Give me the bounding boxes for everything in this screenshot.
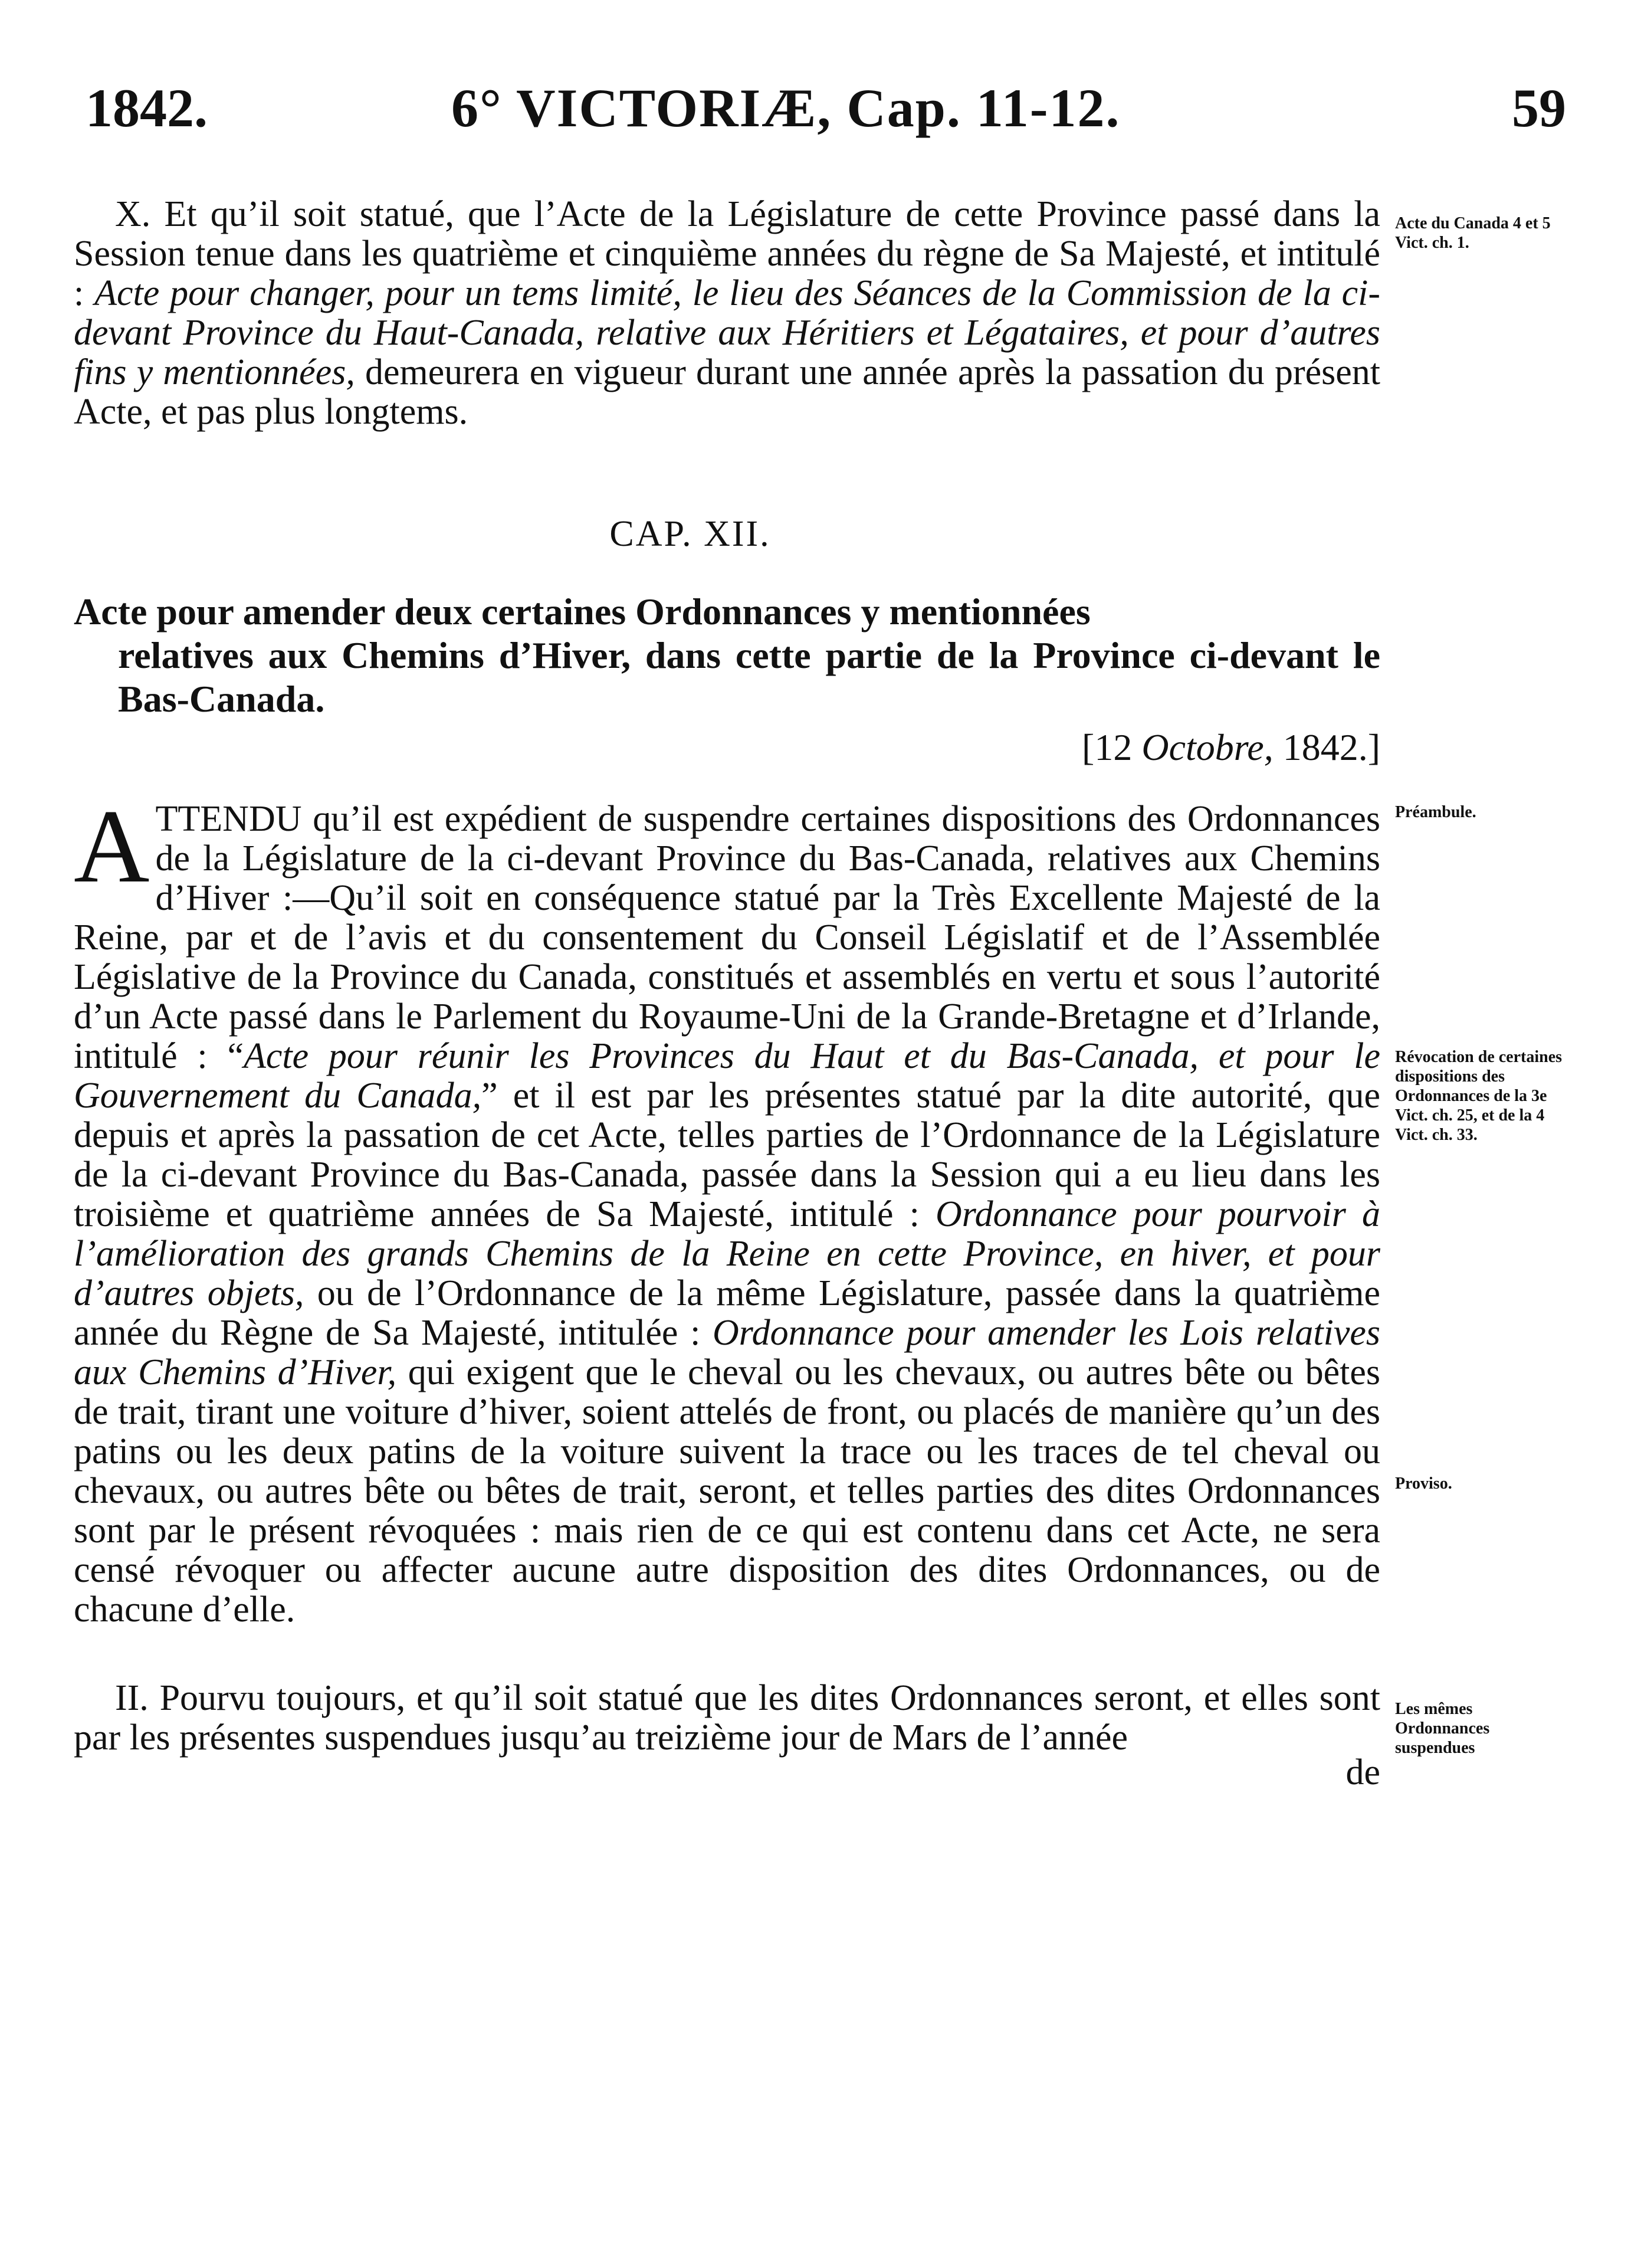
catchword: de — [1345, 1752, 1380, 1792]
margin-note-revocation: Révocation de certaines dispositions des Ordonnances de la 3e Vict. ch. 25, et de la 4 Vict. ch. 33. — [1395, 1048, 1563, 1144]
preamble-ordinance2: Ordonnance pour amender les Lois relatives aux Chemins d’Hiver, — [74, 1313, 1381, 1392]
act-title-rest: relatives aux Chemins d’Hiver, dans cette partie de la Province ci-devant le Bas-Canada. — [118, 634, 1380, 720]
section-ii — [74, 1678, 1380, 1792]
preamble-part3: ou de l’Ordonnance de la même Législature, passée dans la quatrième année du Règne de Sa Majesté, intitulée : — [74, 1273, 1381, 1353]
section-x-act-title: Acte pour changer, pour un tems limité, le lieu des Séances de la Commission de la ci-devant Province du Haut-Canada, relative aux Héritiers et Légataires, et pour d’autres fins y mentionnées, — [74, 273, 1381, 392]
header-title: 6° VICTORIÆ, Cap. 11-12. — [451, 78, 1121, 138]
drop-cap: A — [74, 788, 150, 904]
margin-note-preambule: Préambule. — [1395, 803, 1476, 821]
act-date-month: Octobre, — [1141, 726, 1274, 768]
section-x — [74, 195, 1380, 432]
act-title — [74, 590, 1380, 721]
preamble-part1: TTENDU qu’il est expédient de suspendre certaines dispositions des Ordonnances de la Législature de la ci-devant Province du Bas-Canada, relatives aux Chemins d’Hiver :—Qu’il soit en conséquence statué par la Très Excellente Majesté de la Reine, par et de l’avis et du consentement du Conseil Législatif et de l’Assemblée Législative de la Province du Canada, constitués et assemblés en vertu et sous l’autorité d’un Acte passé dans le Parlement du Royaume-Uni de la Grande-Bretagne et d’Irlande, intitulé : “ — [74, 799, 1380, 1076]
preamble-part2: ” et il est par les présentes statué par la dite autorité, que depuis et après la passation de cet Acte, telles parties de l’Ordonnance de la Législature de la ci-devant Province du Bas-Canada, passée dans la Session qui a eu lieu dans les troisième et quatrième années de Sa Majesté, intitulé : — [74, 1076, 1380, 1234]
page-number: 59 — [1512, 78, 1566, 138]
act-date-open: [12 — [1082, 726, 1133, 768]
chapter-heading: CAP. XII. — [609, 514, 771, 554]
act-date-close: 1842.] — [1282, 726, 1380, 768]
preamble-paragraph — [74, 788, 1381, 1630]
margin-note-proviso: Proviso. — [1395, 1474, 1452, 1493]
section-ii-paragraph: II. Pourvu toujours, et qu’il soit statué que les dites Ordonnances seront, et elles sont par les présentes suspendues jusqu’au treizième jour de Mars de l’année — [74, 1678, 1380, 1758]
section-x-text-after: demeurera en vigueur durant une année après la passation du présent Acte, et pas plus longtems. — [74, 352, 1380, 432]
header-year: 1842. — [86, 78, 208, 138]
preamble-ordinance1: Ordonnance pour pourvoir à l’amélioration des grands Chemins de la Reine en cette Province, en hiver, et pour d’autres objets, — [74, 1194, 1380, 1313]
section-x-text-before: X. Et qu’il soit statué, que l’Acte de la Législature de cette Province passé dans la Session tenue dans les quatrième et cinquième années du règne de Sa Majesté, et intitulé : — [74, 194, 1380, 313]
running-header — [86, 77, 1566, 148]
act-date — [1082, 726, 1380, 769]
act-title-line1: Acte pour amender deux certaines Ordonnances y mentionnées — [74, 591, 1091, 632]
preamble-part4: qui exigent que le cheval ou les chevaux, ou autres bête ou bêtes de trait, tirant une voiture d’hiver, soient attelés de front, ou placés de manière qu’un des patins ou les deux patins de la voiture suivent la trace ou les traces de tel cheval ou chevaux, ou autres bête ou bêtes de trait, seront, et telles parties des dites Ordonnances sont par le présent révoquées : mais rien de ce qui est contenu dans cet Acte, ne sera censé révoquer ou affecter aucune autre disposition des dites Ordonnances, ou de chacune d’elle. — [74, 1352, 1380, 1630]
margin-note-suspended: Les mêmes Ordonnances suspendues — [1395, 1700, 1490, 1757]
preamble-union-act: Acte pour réunir les Provinces du Haut et du Bas-Canada, et pour le Gouvernement du Canada, — [74, 1036, 1381, 1116]
preamble — [74, 788, 1381, 1630]
section-x-paragraph — [74, 195, 1380, 432]
margin-note-acte-canada: Acte du Canada 4 et 5 Vict. ch. 1. — [1395, 214, 1551, 252]
